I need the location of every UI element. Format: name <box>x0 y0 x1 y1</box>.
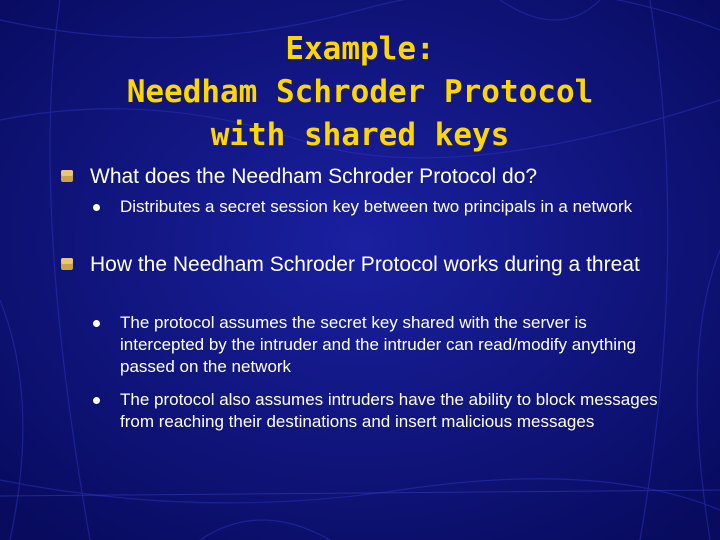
sub-bullet-text: Distributes a secret session key between two principals in a network <box>120 197 633 216</box>
title-line: with shared keys <box>210 117 510 153</box>
bullet-item <box>90 252 680 278</box>
bullet-text: What does the Needham Schroder Protocol do? <box>90 165 538 188</box>
sub-bullet-item <box>120 389 680 433</box>
bullet-item <box>90 164 690 190</box>
sub-bullet-text: The protocol also assumes intruders have the ability to block messages from reaching their destinations and insert malicious messages <box>120 390 658 431</box>
bullet-text: How the Needham Schroder Protocol works during a threat <box>90 253 640 276</box>
title-line: Needham Schroder Protocol <box>126 74 594 110</box>
sub-bullet-text: The protocol assumes the secret key shared with the server is intercepted by the intruder and the intruder can read/modify anything passed on the network <box>120 313 636 376</box>
slide-title <box>40 28 680 157</box>
white-dot-bullet-icon <box>93 320 100 327</box>
sub-bullet-item <box>120 196 680 218</box>
sub-bullet-item <box>120 312 665 378</box>
bronze-square-bullet-icon <box>60 257 74 271</box>
title-line: Example: <box>285 31 435 67</box>
white-dot-bullet-icon <box>93 397 100 404</box>
bronze-square-bullet-icon <box>60 169 74 183</box>
white-dot-bullet-icon <box>93 204 100 211</box>
